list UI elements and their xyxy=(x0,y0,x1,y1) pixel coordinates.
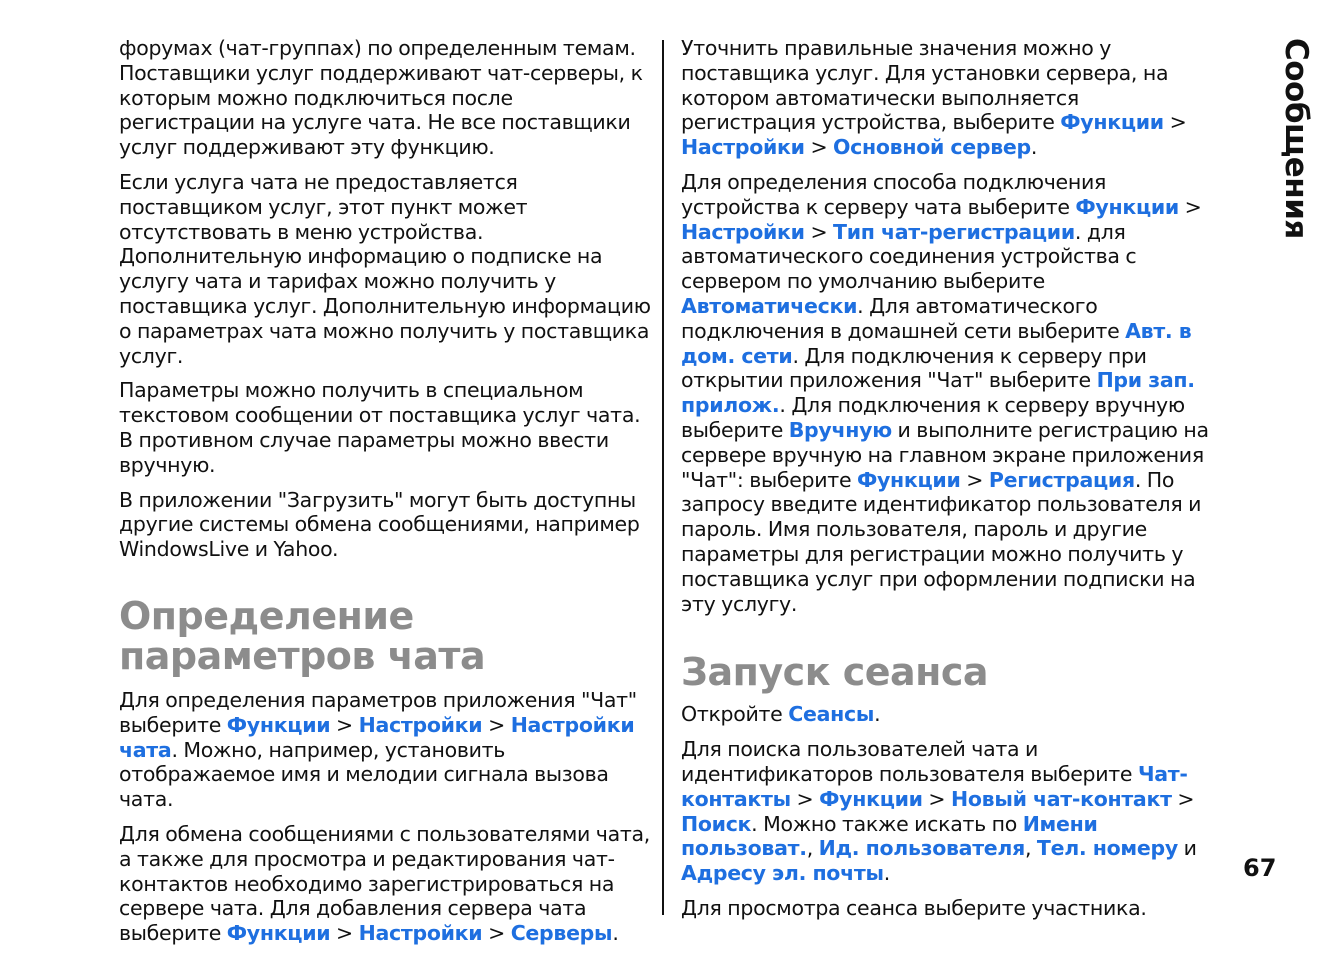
paragraph: Параметры можно получить в специальном текстовом сообщении от поставщика услуг чата. В противном случае параметры можно ввести вручную. xyxy=(119,378,641,477)
menu-path-functions: Функции xyxy=(1060,110,1164,135)
option-by-phone-number: Тел. номеру xyxy=(1036,836,1178,861)
text: . Можно, например, установить отображаемое имя и мелодии сигнала вызова чата. xyxy=(119,737,609,812)
path-separator: > xyxy=(330,921,359,946)
paragraph xyxy=(681,702,1216,727)
text: Уточнить правильные значения можно у поставщика услуг. Для установки сервера, на котором автоматически выполняется регистрация устройства, выберите xyxy=(681,36,1169,135)
menu-path-chat-settings: Настройки чата xyxy=(119,712,635,762)
path-separator: > xyxy=(330,712,359,737)
option-on-app-start: При зап. прилож. xyxy=(681,368,1195,418)
menu-path-functions: Функции xyxy=(226,712,331,737)
menu-path-settings: Настройки xyxy=(358,921,483,946)
section-heading-chat-settings: Определение параметров чата xyxy=(119,593,486,678)
paragraph xyxy=(681,170,1216,616)
text: . Для подключения к серверу вручную выберите xyxy=(681,393,1185,442)
path-separator: > xyxy=(1178,194,1202,219)
text: . xyxy=(612,921,619,946)
text: и выполните регистрацию на сервере вручную на главном экране приложения "Чат": выберите xyxy=(681,417,1209,492)
menu-path-sessions: Сеансы xyxy=(788,702,875,727)
path-separator: > xyxy=(960,467,989,492)
menu-path-settings: Настройки xyxy=(681,219,805,244)
path-separator: > xyxy=(482,921,511,946)
text: . xyxy=(883,861,890,886)
paragraph xyxy=(119,822,654,946)
menu-path-default-server: Основной сервер xyxy=(833,135,1031,160)
text: Для поиска пользователей чата и идентификаторов пользователя выберите xyxy=(681,737,1138,786)
menu-path-new-chat-contact: Новый чат-контакт xyxy=(951,786,1172,811)
path-separator: > xyxy=(1163,110,1187,135)
text: Для определения параметров приложения "Чат" выберите xyxy=(119,687,637,737)
text: Для определения способа подключения устройства к серверу чата выберите xyxy=(681,169,1107,219)
path-separator: > xyxy=(804,219,834,244)
text: , xyxy=(1024,836,1037,861)
paragraph xyxy=(119,688,654,812)
paragraph: В приложении "Загрузить" могут быть доступны другие системы обмена сообщениями, например WindowsLive и Yahoo. xyxy=(119,487,640,562)
path-separator: > xyxy=(804,135,834,160)
menu-path-settings: Настройки xyxy=(681,135,805,160)
text: Для обмена сообщениями с пользователями чата, а также для просмотра и редактирования чат-контактов необходимо зарегистрироваться на сервере чата. Для добавления сервера чата выберите xyxy=(119,821,650,946)
text: . xyxy=(874,702,881,727)
menu-path-chat-contacts: Чат-контакты xyxy=(681,761,1188,811)
menu-path-login: Регистрация xyxy=(988,467,1135,492)
text: . По запросу введите идентификатор пользователя и пароль. Имя пользователя, пароль и другие параметры для регистрации можно получить у поставщика услуг при оформлении подписки на эту услугу. xyxy=(681,467,1202,616)
option-automatic: Автоматически xyxy=(681,293,858,318)
paragraph: форумах (чат-группах) по определенным темам. Поставщики услуг поддерживают чат-серверы, к которым можно подключиться после регистрации на услуге чата. Не все поставщики услуг поддерживают эту функцию. xyxy=(119,36,643,160)
option-manual: Вручную xyxy=(788,417,892,442)
paragraph: Если услуга чата не предоставляется поставщиком услуг, этот пункт может отсутствовать в меню устройства. Дополнительную информацию о подписке на услугу чата и тарифах можно получить у поставщика услуг. Дополнительную информацию о параметрах чата можно получить у поставщика услуг. xyxy=(119,169,651,368)
path-separator: > xyxy=(482,712,511,737)
option-by-email-address: Адресу эл. почты xyxy=(681,861,884,886)
text: . xyxy=(1030,135,1038,160)
text: Откройте xyxy=(681,702,789,727)
paragraph xyxy=(681,737,1216,886)
option-by-user-name: Имени пользоват. xyxy=(681,811,1098,861)
text: , xyxy=(806,836,819,861)
section-heading-start-session: Запуск сеанса xyxy=(681,650,989,695)
chapter-side-label: Сообщения xyxy=(1278,38,1314,239)
menu-path-functions: Функции xyxy=(819,786,923,811)
page-number: 67 xyxy=(1243,854,1277,882)
menu-path-search: Поиск xyxy=(681,811,752,836)
text: и xyxy=(1177,836,1197,861)
menu-path-functions: Функции xyxy=(856,467,961,492)
text: . Можно также искать по xyxy=(751,811,1023,836)
text: . для автоматического соединения устройства с сервером по умолчанию выберите xyxy=(681,219,1137,294)
menu-path-settings: Настройки xyxy=(358,712,483,737)
right-column xyxy=(681,36,1216,931)
path-separator: > xyxy=(1171,786,1195,811)
text: . Для подключения к серверу при открытии приложения "Чат" выберите xyxy=(681,343,1147,393)
menu-path-login-type: Тип чат-регистрации xyxy=(833,219,1075,244)
menu-path-functions: Функции xyxy=(226,921,331,946)
option-by-user-id: Ид. пользователя xyxy=(818,836,1025,861)
option-auto-home-network: Авт. в дом. сети xyxy=(681,318,1192,368)
paragraph xyxy=(681,36,1216,160)
menu-path-functions: Функции xyxy=(1075,194,1179,219)
paragraph: Для просмотра сеанса выберите участника. xyxy=(681,895,1147,920)
left-column xyxy=(119,36,654,956)
menu-path-servers: Серверы xyxy=(510,921,613,946)
text: . Для автоматического подключения в домашней сети выберите xyxy=(681,293,1126,343)
path-separator: > xyxy=(790,786,820,811)
path-separator: > xyxy=(922,786,952,811)
column-divider xyxy=(662,40,664,915)
